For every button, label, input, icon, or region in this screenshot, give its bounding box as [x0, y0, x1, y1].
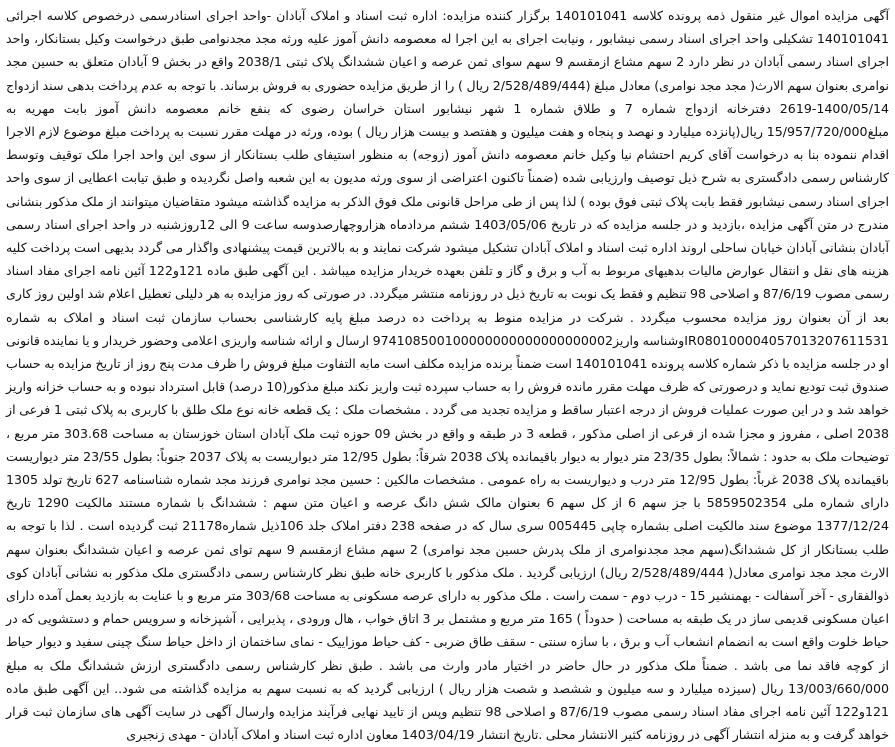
auction-notice-text: آگهی مزایده اموال غیر منقول ذمه پرونده کلاسه 140101041 برگزار کننده مزایده: اداره ثبت اسناد و املاک آبادان -واحد اجرای اسنادرسمی درخصوص کلاسه اجرائی 140101041 تشکیلی واحد اجرای اسناد رسمی نیشابور ، ونیابت اجرای به این اجرا له معصومه دانش آموز علیه ورثه مجد مجدنوامی طبق درخواست وکیل بستانکار، واحد اجرای اسناد رسمی آبادان در نظر دارد 2 سهم مشاع ازمقسم 9 سهم سوای ثمن عرصه و اعیان ششدانگ پلاک ثبتی 2038/1 واقع در بخش 9 آبادان متعلق به حسین مجد نوامری بعنوان سهم الارث( مجد مجد نوامری) معادل مبلغ (2/528/489/444 ریال ) را از طریق مزایده حضوری به فروش برساند. با توجه به عدم پرداخت بدهی سند ازدواج 1400/05/14-2619 دفترخانه ازدواج شماره 7 و طلاق شماره 1 شهر نیشابور استان خراسان رضوی که بنفع خانم معصومه دانش آموز بابت مهریه به مبلغ15/957/720/000 ریال(پانزده میلیارد و نهصد و پنجاه و هفت میلیون و هفتصد و بیست هزار ریال ) بوده، ورثه در مهلت مقرر نسبت به پرداخت مبلغ موضوع لازم الاجرا اقدام ننموده بنا به درخواست آقای کریم احتشام نیا وکیل خانم معصومه دانش آموز (زوجه) به منظور استیفای طلب بستانکار از سوی این واحد اجرا ملک توقیف وتوسط کارشناس رسمی دادگستری به شرح ذیل توصیف وارزیابی شده (ضمناً تاکنون اعتراضی از سوی ورثه مدیون به این شعبه واصل نگردیده و طبق تیابت اعطایی از سوی واحد اجرای اسناد رسمی نیشابور فقط بابت پلاک ثبتی فوق بوده ) لذا پس از طی مراحل قانونی ملک فوق الذکر به مزایده گذاشته میشود متقاضیان میتوانند از ملک مذکور بنشانی مندرج در متن آگهی مزایده ،بازدید و در جلسه مزایده که در تاریخ 1403/05/06 ششم مردادماه هزاروچهارصدوسه ساعت 9 الی 12روزشنبه در واحد اجرای اسناد رسمی آبادان بنشانی آبادان خیابان ساحلی اروند اداره ثبت اسناد و املاک آبادان تشکیل میشود شرکت نمایند و به بالاترین قیمت پیشنهادی واگذار می گردد بدیهی است پرداخت کلیه هزینه های نقل و انتقال عوارض مالیات بدهیهای مربوط به آب و برق و گاز و تلفن بعهده خریدار مزایده میباشد . این آگهی طبق ماده 121و122 آئین نامه اجرای مفاد اسناد رسمی مصوب 87/6/19 و اصلاحی 98 تنظیم و فقط یک نوبت به تاریخ ذیل در روزنامه منتشر میگردد. در صورتی که روز مزایده به هر دلیلی تعطیل اعلام شد اولین روز کاری بعد از آن بعنوان روز مزایده محسوب میگردد . شرکت در مزایده منوط به پرداخت ده درصد مبلغ پایه کارشناسی بحساب سازمان ثبت اسناد و املاک به شماره IR080100004057013207611531وشناسه واریز974108500100000000000000000002 ارسال و ارائه شناسه واریزی اعلامی وحضور خریدار و یا نماینده قانونی او در جلسه مزایده با ذکر شماره کلاسه پرونده 140101041 است ضمناً برنده مزایده مکلف است مابه التفاوت مبلغ فروش را ظرف مدت پنج روز از تاریخ مزایده به حساب صندوق ثبت تودیع نماید و درصورتی که ظرف مهلت مقرر مانده فروش را به حساب سپرده ثبت واریز نکند مبلغ مذکور(10 درصد) قابل استرداد نبوده و به حساب خزانه واریز خواهد شد و در این صورت عملیات فروش از درجه اعتبار ساقط و مزایده تجدید می گردد . مشخصات ملک : یک قطعه خانه نوع ملک طلق با کاربری به پلاک ثبتی 1 فرعی از 2038 اصلی ، مفروز و مجزا شده از فرعی از اصلی مذکور ، قطعه 3 در طبقه و واقع در بخش 09 حوزه ثبت ملک آبادان استان خوزستان به مساحت 303.68 متر مربع ، توضیحات ملک به حدود : شمالاً: بطول 23/35 متر دیوار به دیوار باقیمانده پلاک 2038 شرقاً: بطول 12/95 متر دیواریست به پلاک 2037 جنوباً: بطول 23/55 متر دیواریست باقیمانده پلاک 2038 غرباً: بطول 12/95 متر درب و دیواریست به راه عمومی . مشخصات مالکین : حسین مجد نوامری فرزند مجد شماره شناسنامه 627 تاریخ تولد 1305 دارای شماره ملی 5859502354 با جز سهم 6 از کل سهم 6 بعنوان مالک شش دانگ عرصه و اعیان متن سهم : ششدانگ با شماره مستند مالکیت 1290 تاریخ 1377/12/24 موضوع سند مالکیت اصلی بشماره چاپی 005445 سری سال که در صفحه 238 دفتر املاک جلد 106ذیل شماره21178 ثبت گردیده است . لذا با توجه به طلب بستانکار از کل ششدانگ(سهم مجد مجدنوامری از ملک پدرش حسین مجد نوامری) 2 سهم مشاع ازمقسم 9 سهم توای ثمن عرصه و اعیان ششدانگ بعنوان سهم الارث مجد مجد نوامری معادل( 2/528/489/444 ریال) ارزیابی گردید . ملک مذکور با کاربری خانه طبق نظر کارشناس رسمی دادگستری ملک مذکور به نشانی آبادان کوی ذوالفقاری - آخر آسفالت - بهمنشیر 15 - درب دوم - سمت راست . ملک مذکور به دارای عرصه مسکونی به مساحت 303/68 متر مربع و با عنایت به بازدید بعمل آمده دارای اعیان مسکونی قدیمی ساز در یک طبقه به مساحت ( حدوداً ) 165 متر مربع و مشتمل بر 3 اتاق خواب ، هال ورودی ، پذیرایی ، آشپزخانه و سرویس حمام و دستشویی که در حیاط خلوت واقع است به انضمام انشعاب آب و برق ، با سازه سنتی - سقف طاق ضربی - کف حیاط موزاییک - نمای ساختمان از داخل حیاط سنگ چینی سفید و دیوار حیاط از کوچه فاقد نما می باشد . ضمناً ملک مذکور در حال حاضر در اختیار مادر وارث می باشد . طبق نظر کارشناس رسمی دادگستری ارزش ششدانگ ملک به مبلغ 13/003/660/000 ریال (سیزده میلیارد و سه میلیون و ششصد و شصت هزار ریال ) ارزیابی گردید که به نسبت سهم به مزایده گذاشته می شود.. این آگهی طبق ماده 121و122 آئین نامه اجرای مفاد اسناد رسمی مصوب 87/6/19 و اصلاحی 98 تنظیم وپس از تایید نهایی فرآیند مزایده وارسال آگهی در سایت آگهی های سازمان ثبت قرار خواهد گرفت و به منزله انتشار آگهی در روزنامه کثیر الانتشار محلی .تاریخ انتشار 1403/04/19 معاون اداره ثبت اسناد و املاک آبادان - مهدی زنجیری	[6, 8, 890, 743]
